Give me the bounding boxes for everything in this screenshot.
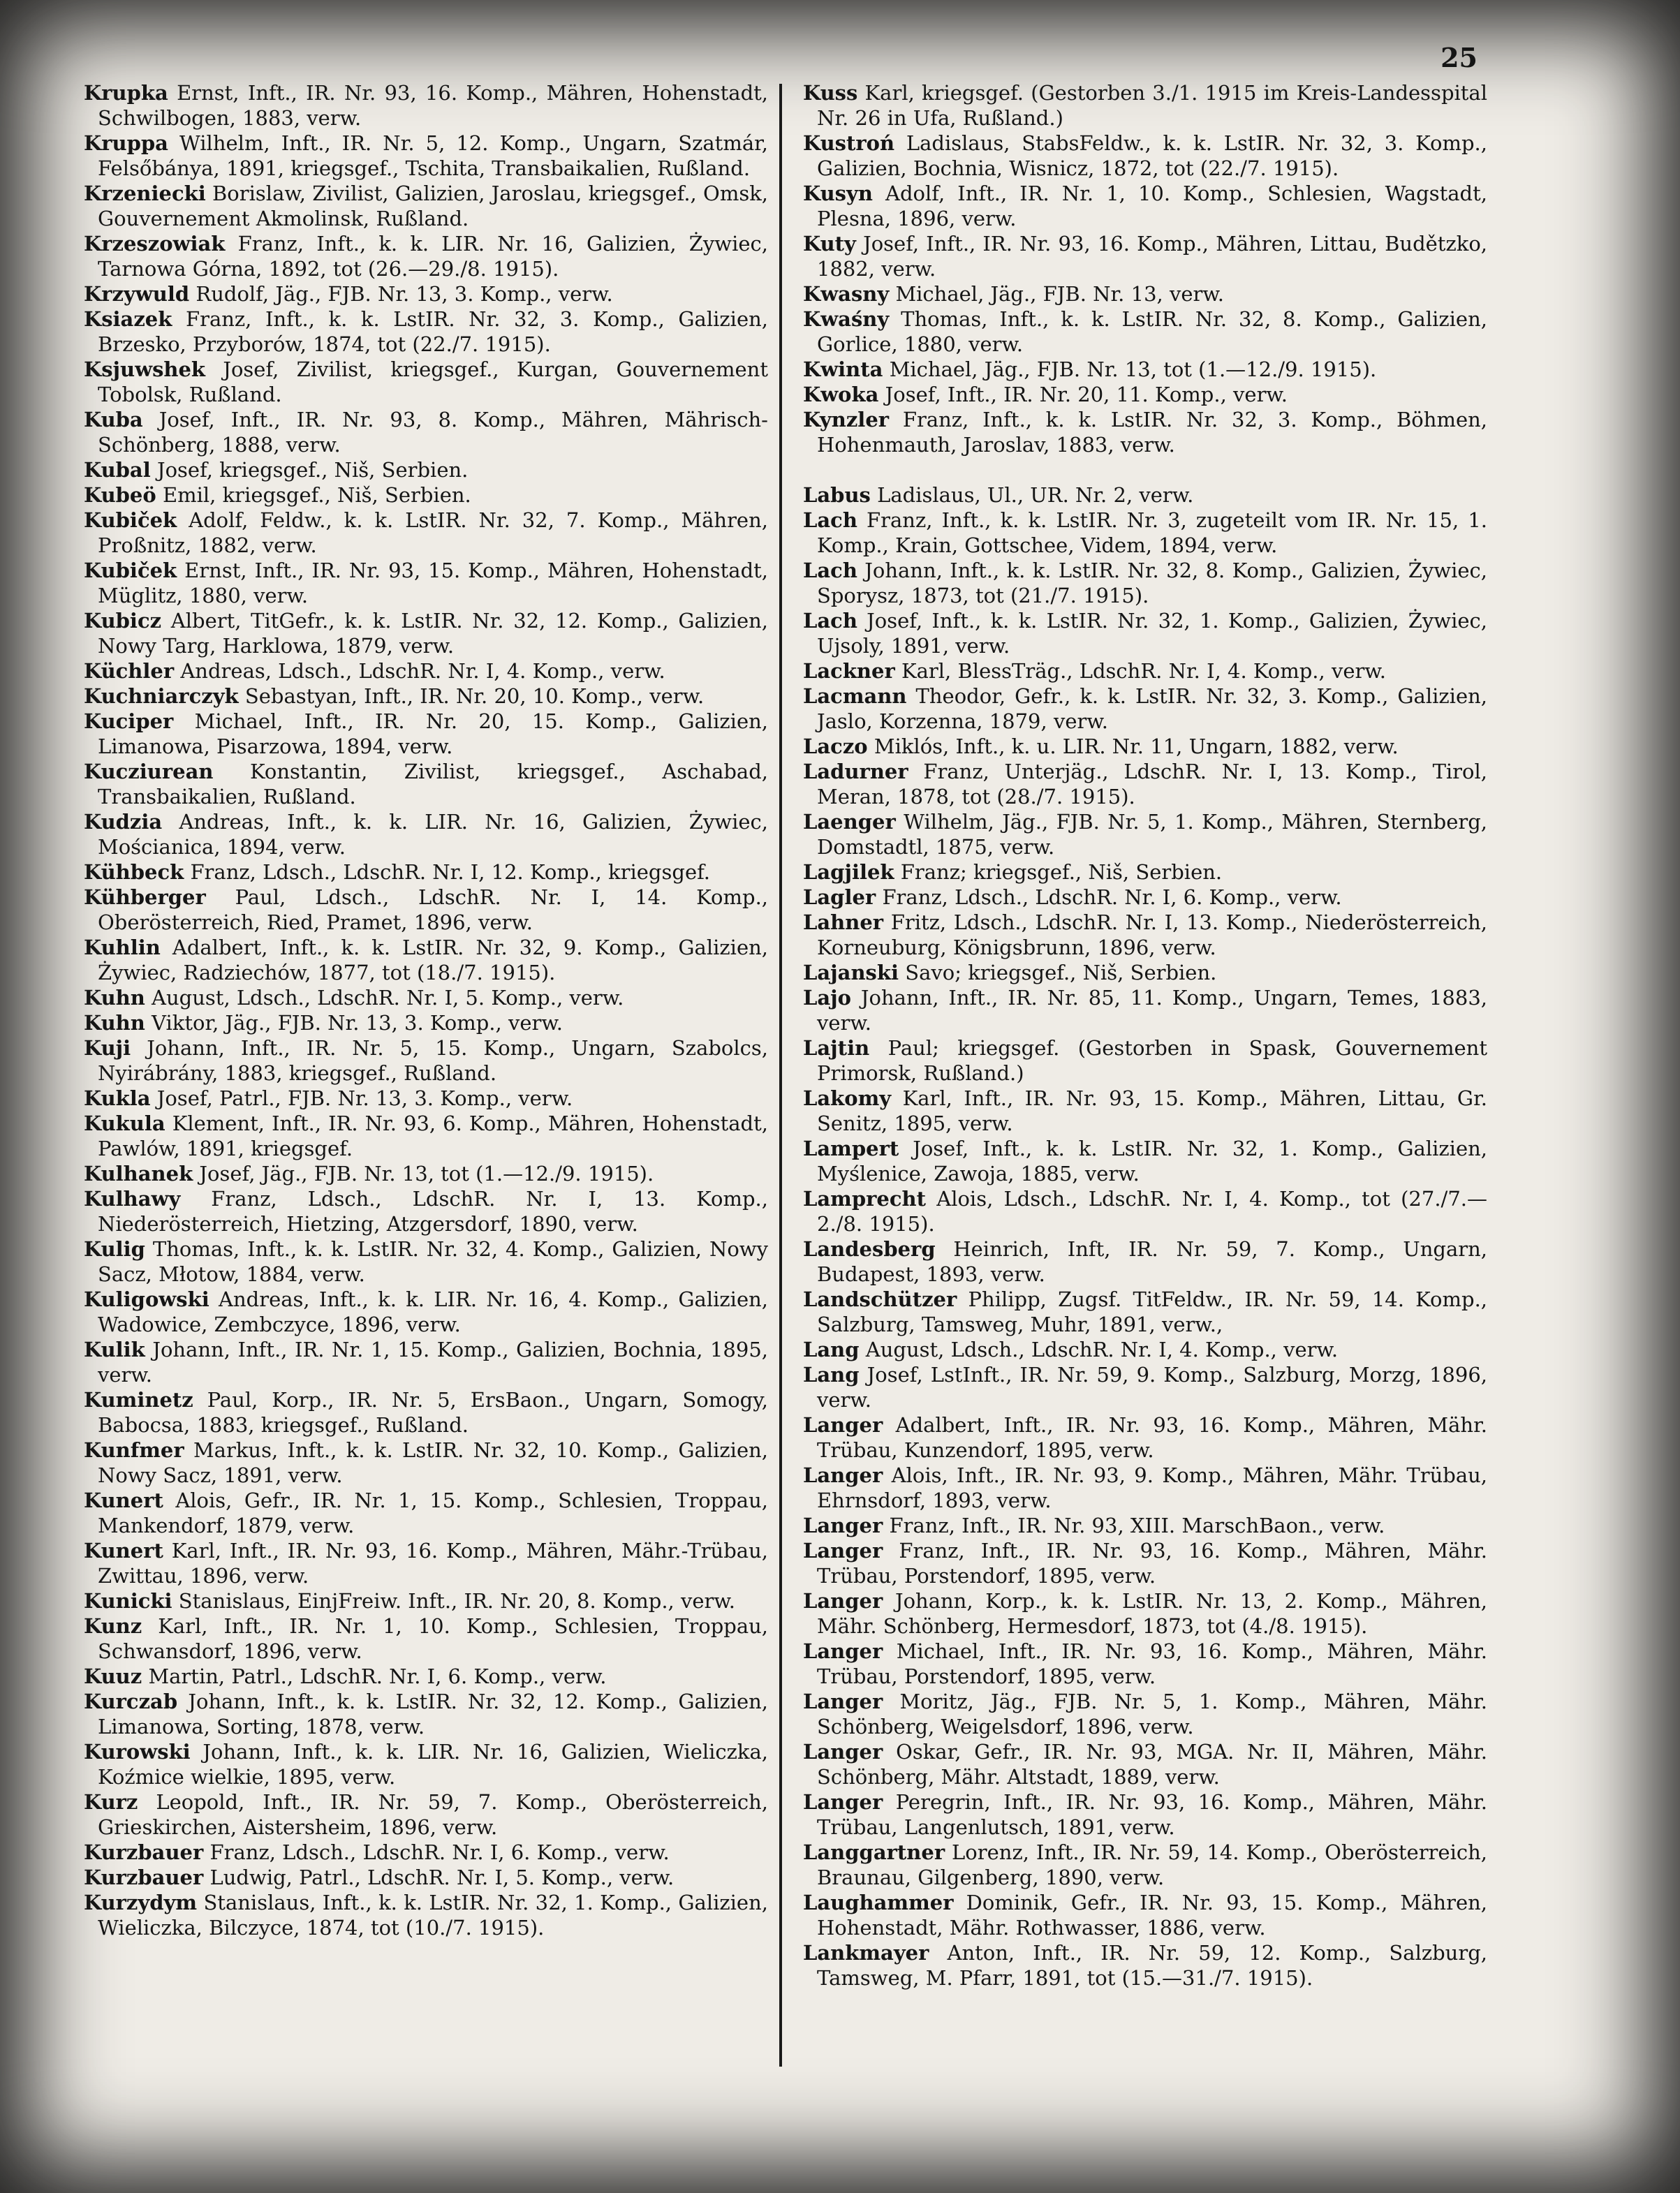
entry-details: Johann, Inft., k. k. LstIR. Nr. 32, 8. Komp., Galizien, Żywiec, Sporysz, 1873, tot (21./7. 1915). (817, 559, 1488, 607)
entry-surname: Kuty (803, 232, 856, 256)
casualty-entry (84, 935, 768, 985)
entry-surname: Kurzbauer (84, 1866, 204, 1889)
entry-details: Ernst, Inft., IR. Nr. 93, 16. Komp., Mähren, Hohenstadt, Schwilbogen, 1883, verw. (98, 81, 769, 130)
casualty-entry (803, 1337, 1487, 1362)
casualty-entry (84, 608, 768, 658)
casualty-entry (803, 608, 1487, 658)
casualty-entry (84, 1614, 768, 1664)
entry-surname: Kunert (84, 1489, 163, 1512)
casualty-entry (803, 1186, 1487, 1236)
casualty-entry (84, 885, 768, 935)
entry-surname: Lach (803, 508, 857, 532)
entry-surname: Lamprecht (803, 1187, 927, 1211)
entry-surname: Langer (803, 1740, 883, 1764)
entry-surname: Kwaśny (803, 307, 890, 331)
entry-details: Michael, Inft., IR. Nr. 93, 16. Komp., Mähren, Mähr. Trübau, Porstendorf, 1895, verw. (817, 1639, 1487, 1688)
entry-details: Theodor, Gefr., k. k. LstIR. Nr. 32, 3. Komp., Galizien, Jaslo, Korzenna, 1879, verw. (817, 684, 1488, 733)
entry-details: Johann, Korp., k. k. LstIR. Nr. 13, 2. Komp., Mähren, Mähr. Schönberg, Hermesdorf, 1873, tot (4./8. 1915). (817, 1589, 1488, 1638)
entry-details: Peregrin, Inft., IR. Nr. 93, 16. Komp., Mähren, Mähr. Trübau, Langenlutsch, 1891, verw. (817, 1790, 1487, 1839)
entry-details: Adolf, Inft., IR. Nr. 1, 10. Komp., Schlesien, Wagstadt, Plesna, 1896, verw. (817, 182, 1487, 230)
entry-details: August, Ldsch., LdschR. Nr. I, 4. Komp., verw. (865, 1338, 1339, 1361)
casualty-entry (84, 281, 768, 307)
entry-surname: Ksiazek (84, 307, 172, 331)
entry-details: Paul, Korp., IR. Nr. 5, ErsBaon., Ungarn, Somogy, Babocsa, 1883, kriegsgef., Rußland. (98, 1388, 768, 1437)
entry-details: Viktor, Jäg., FJB. Nr. 13, 3. Komp., verw. (152, 1011, 563, 1035)
casualty-entry (84, 1588, 768, 1614)
entry-details: Josef, Zivilist, kriegsgef., Kurgan, Gouvernement Tobolsk, Rußland. (98, 357, 768, 406)
entry-details: Johann, Inft., k. k. LstIR. Nr. 32, 12. Komp., Galizien, Limanowa, Sorting, 1878, verw. (98, 1690, 769, 1738)
entry-surname: Lang (803, 1363, 860, 1387)
casualty-entry (84, 1287, 768, 1337)
entry-surname: Lampert (803, 1137, 899, 1160)
casualty-entry (84, 1865, 768, 1890)
entry-details: Franz, Unterjäg., LdschR. Nr. I, 13. Komp., Tirol, Meran, 1878, tot (28./7. 1915). (817, 760, 1488, 808)
entry-surname: Landesberg (803, 1237, 936, 1261)
entry-details: Johann, Inft., IR. Nr. 1, 15. Komp., Galizien, Bochnia, 1895, verw. (98, 1338, 768, 1387)
entry-surname: Lach (803, 559, 857, 582)
casualty-entry (84, 1236, 768, 1287)
entry-surname: Lajanski (803, 961, 899, 984)
entry-surname: Kunicki (84, 1589, 172, 1613)
casualty-entry (803, 1840, 1487, 1890)
entry-details: Konstantin, Zivilist, kriegsgef., Aschabad, Transbaikalien, Rußland. (98, 760, 768, 808)
entry-surname: Lajtin (803, 1036, 870, 1060)
casualty-entry (84, 457, 768, 482)
entry-details: Fritz, Ldsch., LdschR. Nr. I, 13. Komp., Niederösterreich, Korneuburg, Königsbrunn, 1896, verw. (817, 910, 1487, 959)
entry-details: Josef, Patrl., FJB. Nr. 13, 3. Komp., verw. (156, 1086, 573, 1110)
entry-surname: Krzywuld (84, 282, 190, 306)
casualty-entry (803, 809, 1487, 859)
entry-surname: Kurczab (84, 1690, 178, 1713)
entry-surname: Krzeniecki (84, 182, 206, 205)
entry-surname: Kulhanek (84, 1162, 193, 1186)
entry-details: Michael, Jäg., FJB. Nr. 13, tot (1.—12./9. 1915). (889, 357, 1377, 381)
entry-surname: Kuss (803, 81, 858, 105)
casualty-entry (803, 910, 1487, 960)
entry-details: Franz, Ldsch., LdschR. Nr. I, 12. Komp., kriegsgef. (190, 860, 711, 884)
casualty-entry (84, 1161, 768, 1186)
entry-surname: Kucziurean (84, 760, 214, 783)
entry-surname: Kulik (84, 1338, 145, 1361)
casualty-entry (84, 558, 768, 608)
casualty-entry (803, 1513, 1487, 1538)
entry-surname: Landschützer (803, 1287, 957, 1311)
entry-details: Karl, BlessTräg., LdschR. Nr. I, 4. Komp., verw. (901, 659, 1386, 683)
casualty-entry (803, 1236, 1487, 1287)
entry-details: Leopold, Inft., IR. Nr. 59, 7. Komp., Oberösterreich, Grieskirchen, Aistersheim, 1896, verw. (98, 1790, 768, 1839)
entry-details: Andreas, Ldsch., LdschR. Nr. I, 4. Komp., verw. (180, 659, 665, 683)
right-column (803, 80, 1487, 1991)
entry-surname: Kustroń (803, 131, 895, 155)
entry-details: Borislaw, Zivilist, Galizien, Jaroslau, kriegsgef., Omsk, Gouvernement Akmolinsk, Rußland. (98, 182, 768, 230)
entry-surname: Kwinta (803, 357, 883, 381)
entry-surname: Langer (803, 1790, 883, 1814)
entry-details: Franz, Inft., IR. Nr. 93, XIII. MarschBaon., verw. (889, 1514, 1385, 1537)
casualty-entry (803, 1639, 1487, 1689)
casualty-entry (84, 985, 768, 1010)
entry-details: August, Ldsch., LdschR. Nr. I, 5. Komp., verw. (152, 986, 624, 1010)
entry-surname: Langer (803, 1589, 883, 1613)
entry-surname: Kurzbauer (84, 1840, 204, 1864)
entry-surname: Kuciper (84, 709, 174, 733)
entry-details: Paul; kriegsgef. (Gestorben in Spask, Gouvernement Primorsk, Rußland.) (817, 1036, 1488, 1085)
casualty-entry (84, 1890, 768, 1940)
casualty-entry (803, 759, 1487, 809)
entry-surname: Kurzydym (84, 1891, 198, 1914)
casualty-entry (803, 734, 1487, 759)
casualty-entry (84, 709, 768, 759)
entry-surname: Lajo (803, 986, 852, 1010)
entry-surname: Kuuz (84, 1664, 142, 1688)
entry-surname: Kuhn (84, 986, 145, 1010)
entry-details: Michael, Inft., IR. Nr. 20, 15. Komp., Galizien, Limanowa, Pisarzowa, 1894, verw. (98, 709, 769, 758)
entry-details: Thomas, Inft., k. k. LstIR. Nr. 32, 4. Komp., Galizien, Nowy Sacz, Młotow, 1884, verw. (98, 1237, 768, 1286)
entry-surname: Kühbeck (84, 860, 184, 884)
entry-surname: Kuligowski (84, 1287, 209, 1311)
casualty-entry (803, 1136, 1487, 1186)
entry-details: Franz, Inft., k. k. LstIR. Nr. 32, 3. Komp., Böhmen, Hohenmauth, Jaroslav, 1883, verw. (817, 408, 1487, 457)
entry-details: Josef, kriegsgef., Niš, Serbien. (156, 458, 469, 482)
entry-details: Lorenz, Inft., IR. Nr. 59, 14. Komp., Oberösterreich, Braunau, Gilgenberg, 1890, verw. (817, 1840, 1487, 1889)
casualty-entry (84, 482, 768, 508)
left-column (84, 80, 768, 1940)
entry-surname: Kukla (84, 1086, 151, 1110)
entry-details: Stanislaus, Inft., k. k. LstIR. Nr. 32, 1. Komp., Galizien, Wieliczka, Bilczyce, 1874, tot (10./7. 1915). (98, 1891, 768, 1940)
entry-surname: Kulhawy (84, 1187, 181, 1211)
casualty-entry (803, 1588, 1487, 1639)
entry-surname: Kühberger (84, 885, 206, 909)
casualty-entry (803, 1287, 1487, 1337)
casualty-entry (84, 508, 768, 558)
casualty-entry (803, 1086, 1487, 1136)
entry-surname: Krzeszowiak (84, 232, 226, 256)
entry-surname: Kunz (84, 1614, 142, 1638)
casualty-entry (84, 307, 768, 357)
casualty-entry (803, 658, 1487, 684)
casualty-entry (803, 1940, 1487, 1991)
casualty-entry (84, 1789, 768, 1840)
casualty-entry (84, 1086, 768, 1111)
entry-surname: Kynzler (803, 408, 890, 431)
casualty-entry (803, 231, 1487, 281)
entry-surname: Kuhn (84, 1011, 145, 1035)
entry-details: Michael, Jäg., FJB. Nr. 13, verw. (895, 282, 1224, 306)
entry-surname: Lagler (803, 885, 876, 909)
entry-surname: Kusyn (803, 182, 873, 205)
casualty-entry (84, 1438, 768, 1488)
entry-details: Rudolf, Jäg., FJB. Nr. 13, 3. Komp., verw. (196, 282, 613, 306)
casualty-entry (803, 508, 1487, 558)
entry-details: Franz, Ldsch., LdschR. Nr. I, 6. Komp., verw. (882, 885, 1342, 909)
casualty-entry (803, 1463, 1487, 1513)
casualty-entry (84, 1689, 768, 1739)
entry-details: Miklós, Inft., k. u. LIR. Nr. 11, Ungarn, 1882, verw. (874, 734, 1399, 758)
entry-details: Josef, Inft., IR. Nr. 93, 16. Komp., Mähren, Littau, Budětzko, 1882, verw. (817, 232, 1487, 281)
entry-details: Johann, Inft., IR. Nr. 85, 11. Komp., Ungarn, Temes, 1883, verw. (817, 986, 1487, 1035)
entry-details: Alois, Ldsch., LdschR. Nr. I, 4. Komp., tot (27./7.—2./8. 1915). (817, 1187, 1487, 1236)
entry-surname: Kuhlin (84, 936, 161, 959)
entry-details: Paul, Ldsch., LdschR. Nr. I, 14. Komp., Oberösterreich, Ried, Pramet, 1896, verw. (98, 885, 769, 934)
entry-details: Karl, kriegsgef. (Gestorben 3./1. 1915 im Kreis-Landesspital Nr. 26 in Ufa, Rußland.) (817, 81, 1487, 130)
casualty-entry (84, 231, 768, 281)
entry-details: Emil, kriegsgef., Niš, Serbien. (162, 483, 471, 507)
entry-details: Wilhelm, Inft., IR. Nr. 5, 12. Komp., Ungarn, Szatmár, Felsőbánya, 1891, kriegsgef., Tschita, Transbaikalien, Rußland. (98, 131, 769, 180)
entry-surname: Kurowski (84, 1740, 191, 1764)
casualty-entry (84, 1035, 768, 1086)
entry-surname: Lakomy (803, 1086, 892, 1110)
casualty-entry (84, 407, 768, 457)
entry-details: Josef, Inft., k. k. LstIR. Nr. 32, 1. Komp., Galizien, Żywiec, Ujsoly, 1891, verw. (817, 609, 1487, 658)
entry-surname: Kurz (84, 1790, 138, 1814)
casualty-entry (84, 1337, 768, 1387)
entry-surname: Langer (803, 1413, 883, 1437)
entry-surname: Kubicz (84, 609, 162, 633)
entry-details: Andreas, Inft., k. k. LIR. Nr. 16, Galizien, Żywiec, Mościanica, 1894, verw. (98, 810, 768, 859)
entry-details: Johann, Inft., IR. Nr. 5, 15. Komp., Ungarn, Szabolcs, Nyirábrány, 1883, kriegsgef., Rußland. (98, 1036, 769, 1085)
casualty-entry (803, 558, 1487, 608)
entry-surname: Lach (803, 609, 857, 633)
entry-details: Karl, Inft., IR. Nr. 93, 15. Komp., Mähren, Littau, Gr. Senitz, 1895, verw. (817, 1086, 1487, 1135)
entry-details: Karl, Inft., IR. Nr. 1, 10. Komp., Schlesien, Troppau, Schwansdorf, 1896, verw. (98, 1614, 769, 1663)
casualty-entry (84, 1664, 768, 1689)
entry-details: Karl, Inft., IR. Nr. 93, 16. Komp., Mähren, Mähr.-Trübau, Zwittau, 1896, verw. (98, 1539, 768, 1588)
casualty-entry (84, 1488, 768, 1538)
entry-details: Ladislaus, StabsFeldw., k. k. LstIR. Nr. 32, 3. Komp., Galizien, Bochnia, Wisnicz, 1872, tot (22./7. 1915). (817, 131, 1487, 180)
entry-details: Ladislaus, Ul., UR. Nr. 2, verw. (877, 483, 1194, 507)
entry-details: Oskar, Gefr., IR. Nr. 93, MGA. Nr. II, Mähren, Mähr. Schönberg, Mähr. Altstadt, 1889, verw. (817, 1740, 1488, 1789)
entry-surname: Kwoka (803, 383, 879, 406)
entry-details: Franz, Inft., k. k. LstIR. Nr. 32, 3. Komp., Galizien, Brzesko, Przyborów, 1874, tot (22./7. 1915). (98, 307, 769, 356)
casualty-entry (84, 809, 768, 859)
casualty-entry (84, 1387, 768, 1438)
entry-surname: Laughammer (803, 1891, 954, 1914)
casualty-entry (803, 307, 1487, 357)
entry-surname: Langer (803, 1463, 883, 1487)
casualty-entry (803, 1739, 1487, 1789)
casualty-entry (803, 885, 1487, 910)
casualty-entry (803, 382, 1487, 407)
entry-details: Alois, Inft., IR. Nr. 93, 9. Komp., Mähren, Mähr. Trübau, Ehrnsdorf, 1893, verw. (817, 1463, 1488, 1512)
casualty-entry (84, 1739, 768, 1789)
entry-details: Dominik, Gefr., IR. Nr. 93, 15. Komp., Mähren, Hohenstadt, Mähr. Rothwasser, 1886, verw. (817, 1891, 1487, 1940)
entry-surname: Kubeö (84, 483, 156, 507)
casualty-entry (803, 1362, 1487, 1412)
entry-details: Adalbert, Inft., IR. Nr. 93, 16. Komp., Mähren, Mähr. Trübau, Kunzendorf, 1895, verw. (817, 1413, 1487, 1462)
entry-surname: Kubal (84, 458, 151, 482)
entry-details: Stanislaus, EinjFreiw. Inft., IR. Nr. 20, 8. Komp., verw. (178, 1589, 735, 1613)
entry-details: Franz; kriegsgef., Niš, Serbien. (900, 860, 1223, 884)
entry-details: Alois, Gefr., IR. Nr. 1, 15. Komp., Schlesien, Troppau, Mankendorf, 1879, verw. (98, 1489, 768, 1537)
casualty-entry (803, 684, 1487, 734)
entry-surname: Labus (803, 483, 871, 507)
casualty-entry (803, 407, 1487, 457)
entry-details: Albert, TitGefr., k. k. LstIR. Nr. 32, 12. Komp., Galizien, Nowy Targ, Harklowa, 1879, verw. (98, 609, 769, 658)
column-divider (779, 84, 782, 2067)
casualty-entry (84, 357, 768, 407)
casualty-entry (84, 181, 768, 231)
entry-details: Klement, Inft., IR. Nr. 93, 6. Komp., Mähren, Hohenstadt, Pawlów, 1891, kriegsgef. (98, 1112, 768, 1160)
entry-surname: Kunfmer (84, 1438, 184, 1462)
entry-details: Ludwig, Patrl., LdschR. Nr. I, 5. Komp., verw. (209, 1866, 675, 1889)
casualty-entry (84, 1010, 768, 1035)
entry-surname: Kuji (84, 1036, 131, 1060)
entry-details: Adolf, Feldw., k. k. LstIR. Nr. 32, 7. Komp., Mähren, Proßnitz, 1882, verw. (98, 508, 768, 557)
entry-details: Martin, Patrl., LdschR. Nr. I, 6. Komp., verw. (148, 1664, 607, 1688)
entry-details: Philipp, Zugsf. TitFeldw., IR. Nr. 59, 14. Komp., Salzburg, Tamsweg, Muhr, 1891, verw., (817, 1287, 1488, 1336)
casualty-entry (803, 1890, 1487, 1940)
entry-details: Franz, Inft., IR. Nr. 93, 16. Komp., Mähren, Mähr. Trübau, Porstendorf, 1895, verw. (817, 1539, 1488, 1588)
casualty-entry (84, 1186, 768, 1236)
entry-surname: Kwasny (803, 282, 890, 306)
entry-details: Wilhelm, Jäg., FJB. Nr. 5, 1. Komp., Mähren, Sternberg, Domstadtl, 1875, verw. (817, 810, 1487, 859)
entry-surname: Lankmayer (803, 1941, 929, 1965)
entry-details: Savo; kriegsgef., Niš, Serbien. (905, 961, 1217, 984)
entry-details: Franz, Inft., k. k. LIR. Nr. 16, Galizien, Żywiec, Tarnowa Górna, 1892, tot (26.—29./8. 1915). (98, 232, 769, 281)
casualty-entry (803, 131, 1487, 181)
entry-surname: Ksjuwshek (84, 357, 206, 381)
entry-surname: Kunert (84, 1539, 163, 1563)
entry-surname: Langgartner (803, 1840, 945, 1864)
casualty-entry (84, 1111, 768, 1161)
entry-details: Adalbert, Inft., k. k. LstIR. Nr. 32, 9. Komp., Galizien, Żywiec, Radziechów, 1877, tot (18./7. 1915). (98, 936, 769, 984)
entry-surname: Kubiček (84, 508, 177, 532)
entry-surname: Kudzia (84, 810, 163, 834)
casualty-entry (803, 960, 1487, 985)
casualty-entry (84, 658, 768, 684)
entry-surname: Küchler (84, 659, 175, 683)
casualty-entry (803, 859, 1487, 885)
casualty-entry (803, 1689, 1487, 1739)
entry-surname: Kulig (84, 1237, 145, 1261)
entry-surname: Langer (803, 1690, 883, 1713)
casualty-entry (803, 482, 1487, 508)
casualty-entry (84, 1840, 768, 1865)
casualty-entry (803, 1538, 1487, 1588)
entry-details: Franz, Ldsch., LdschR. Nr. I, 6. Komp., verw. (209, 1840, 670, 1864)
casualty-entry (84, 80, 768, 131)
entry-details: Josef, Inft., k. k. LstIR. Nr. 32, 1. Komp., Galizien, Myślenice, Zawoja, 1885, verw. (817, 1137, 1488, 1186)
entry-surname: Kukula (84, 1112, 165, 1135)
entry-details: Heinrich, Inft, IR. Nr. 59, 7. Komp., Ungarn, Budapest, 1893, verw. (817, 1237, 1487, 1286)
casualty-entry (84, 131, 768, 181)
page-number: 25 (1440, 42, 1478, 73)
casualty-entry (803, 985, 1487, 1035)
entry-surname: Laczo (803, 734, 868, 758)
casualty-entry (803, 1789, 1487, 1840)
entry-surname: Langer (803, 1539, 883, 1563)
entry-details: Ernst, Inft., IR. Nr. 93, 15. Komp., Mähren, Hohenstadt, Müglitz, 1880, verw. (98, 559, 769, 607)
entry-surname: Laenger (803, 810, 896, 834)
entry-surname: Lackner (803, 659, 895, 683)
entry-surname: Kuminetz (84, 1388, 193, 1412)
entry-surname: Ladurner (803, 760, 908, 783)
entry-details: Anton, Inft., IR. Nr. 59, 12. Komp., Salzburg, Tamsweg, M. Pfarr, 1891, tot (15.—31./7. 1915). (817, 1941, 1488, 1990)
casualty-entry (803, 281, 1487, 307)
entry-details: Andreas, Inft., k. k. LIR. Nr. 16, 4. Komp., Galizien, Wadowice, Zembczyce, 1896, verw. (98, 1287, 769, 1336)
casualty-entry (803, 1412, 1487, 1463)
entry-surname: Lacmann (803, 684, 907, 708)
entry-surname: Kruppa (84, 131, 168, 155)
entry-details: Josef, Jäg., FJB. Nr. 13, tot (1.—12./9. 1915). (199, 1162, 654, 1186)
entry-details: Sebastyan, Inft., IR. Nr. 20, 10. Komp., verw. (244, 684, 705, 708)
entry-surname: Kuba (84, 408, 143, 431)
casualty-entry (803, 357, 1487, 382)
entry-surname: Krupka (84, 81, 168, 105)
casualty-entry (84, 684, 768, 709)
entry-details: Josef, LstInft., IR. Nr. 59, 9. Komp., Salzburg, Morzg, 1896, verw. (817, 1363, 1488, 1412)
entry-details: Josef, Inft., IR. Nr. 93, 8. Komp., Mähren, Mährisch-Schönberg, 1888, verw. (98, 408, 768, 457)
casualty-entry (84, 1538, 768, 1588)
entry-surname: Langer (803, 1514, 883, 1537)
casualty-entry (803, 1035, 1487, 1086)
entry-surname: Lahner (803, 910, 884, 934)
entry-details: Johann, Inft., k. k. LIR. Nr. 16, Galizien, Wieliczka, Koźmice wielkie, 1895, verw. (98, 1740, 769, 1789)
entry-surname: Kuchniarczyk (84, 684, 239, 708)
entry-surname: Lagjilek (803, 860, 894, 884)
entry-surname: Kubiček (84, 559, 177, 582)
entry-details: Markus, Inft., k. k. LstIR. Nr. 32, 10. Komp., Galizien, Nowy Sacz, 1891, verw. (98, 1438, 768, 1487)
casualty-entry (803, 80, 1487, 131)
casualty-entry (84, 859, 768, 885)
entry-surname: Langer (803, 1639, 883, 1663)
casualty-entry (84, 759, 768, 809)
entry-details: Thomas, Inft., k. k. LstIR. Nr. 32, 8. Komp., Galizien, Gorlice, 1880, verw. (817, 307, 1487, 356)
entry-details: Franz, Inft., k. k. LstIR. Nr. 3, zugeteilt vom IR. Nr. 15, 1. Komp., Krain, Gottschee, Videm, 1894, verw. (817, 508, 1487, 557)
entry-details: Franz, Ldsch., LdschR. Nr. I, 13. Komp., Niederösterreich, Hietzing, Atzgersdorf, 1890, verw. (98, 1187, 768, 1236)
entry-details: Moritz, Jäg., FJB. Nr. 5, 1. Komp., Mähren, Mähr. Schönberg, Weigelsdorf, 1896, verw. (817, 1690, 1487, 1738)
entry-details: Josef, Inft., IR. Nr. 20, 11. Komp., verw. (885, 383, 1288, 406)
casualty-entry (803, 181, 1487, 231)
entry-surname: Lang (803, 1338, 860, 1361)
